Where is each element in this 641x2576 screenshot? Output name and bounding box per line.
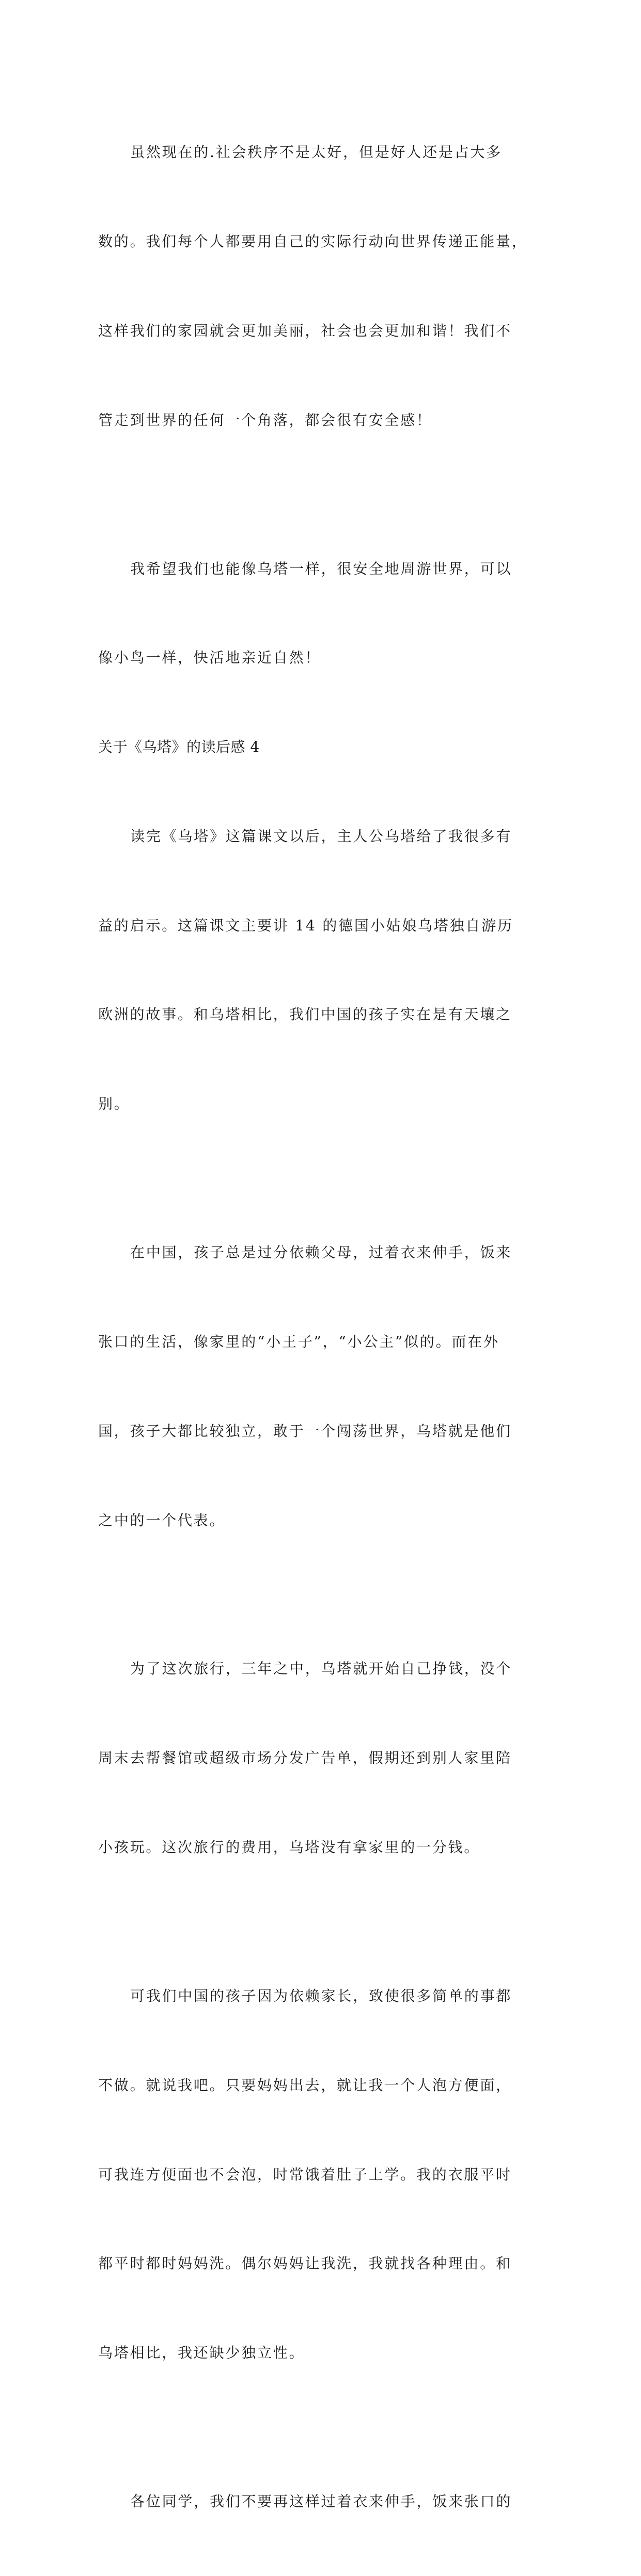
paragraph-1 [98, 78, 553, 494]
paragraph-line: 为了这次旅行，三年之中，乌塔就开始自己挣钱，没个 [130, 1660, 512, 1678]
paragraph-line: 不做。就说我吧。只要妈妈出去，就让我一个人泡方便面， [98, 2076, 512, 2094]
paragraph-2 [98, 494, 553, 732]
paragraph-line: 都平时都时妈妈洗。偶尔妈妈让我洗，我就找各种理由。和 [98, 2255, 512, 2272]
paragraph-line: 之中的一个代表。 [98, 1511, 226, 1529]
paragraph-line: 益的启示。这篇课文主要讲 14 的德国小姑娘乌塔独自游历 [98, 916, 513, 934]
paragraph-line: 可我们中国的孩子因为依赖家长，致使很多简单的事都 [130, 1987, 512, 2004]
paragraph-line: 小孩玩。这次旅行的费用，乌塔没有拿家里的一分钱。 [98, 1839, 480, 1856]
document-body [98, 78, 553, 2576]
paragraph-5 [98, 1594, 553, 1922]
paragraph-line: 国，孩子大都比较独立，敢于一个闯荡世界，乌塔就是他们 [98, 1422, 512, 1440]
paragraph-line: 别。 [98, 1095, 130, 1113]
paragraph-line: 张口的生活，像家里的“小王子”，“小公主”似的。而在外 [98, 1333, 499, 1350]
paragraph-7 [98, 2427, 553, 2576]
paragraph-3 [98, 762, 553, 1178]
paragraph-line: 像小鸟一样，快活地亲近自然！ [98, 649, 321, 667]
paragraph-line: 乌塔相比，我还缺少独立性。 [98, 2344, 305, 2362]
section-heading: 关于《乌塔》的读后感 4 [98, 738, 260, 756]
paragraph-line: 这样我们的家园就会更加美丽，社会也会更加和谐！我们不 [98, 322, 512, 339]
paragraph-line: 欧洲的故事。和乌塔相比，我们中国的孩子实在是有天壤之 [98, 1006, 512, 1023]
paragraph-line: 虽然现在的.社会秩序不是太好，但是好人还是占大多 [130, 144, 503, 161]
paragraph-line: 我希望我们也能像乌塔一样，很安全地周游世界，可以 [130, 560, 512, 577]
paragraph-line: 管走到世界的任何一个角落，都会很有安全感！ [98, 411, 432, 429]
paragraph-line: 数的。我们每个人都要用自己的实际行动向世界传递正能量， [98, 232, 528, 250]
paragraph-line: 可我连方便面也不会泡，时常饿着肚子上学。我的衣服平时 [98, 2166, 512, 2183]
paragraph-6 [98, 1922, 553, 2427]
paragraph-line: 周末去帮餐馆或超级市场分发广告单，假期还到别人家里陪 [98, 1749, 512, 1767]
paragraph-4 [98, 1178, 553, 1594]
paragraph-line: 在中国，孩子总是过分依赖父母，过着衣来伸手，饭来 [130, 1244, 512, 1261]
paragraph-line: 各位同学，我们不要再这样过着衣来伸手，饭来张口的 [130, 2493, 512, 2510]
paragraph-line: 读完《乌塔》这篇课文以后，主人公乌塔给了我很多有 [130, 827, 512, 845]
